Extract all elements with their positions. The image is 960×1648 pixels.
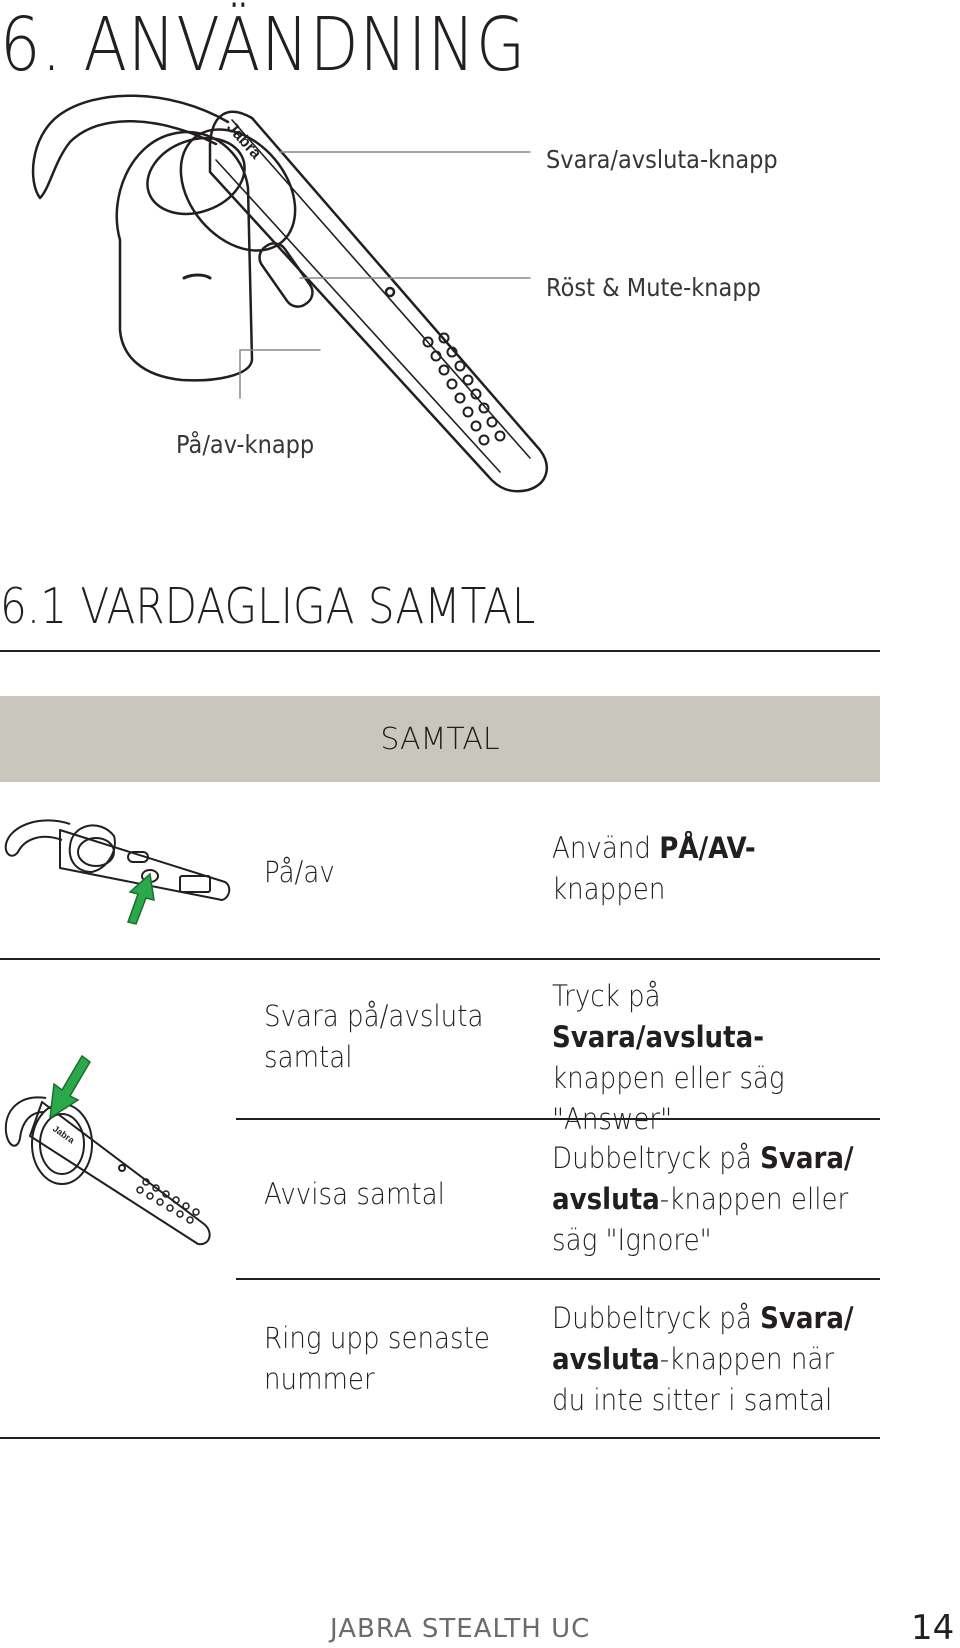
table-row-action: På/av [264, 855, 335, 889]
table-row-instruction: Dubbeltryck på Svara/ avsluta-knappen när du inte sitter i samtal [552, 1301, 854, 1417]
page-number: 14 [911, 1608, 955, 1648]
table-row-action: Avvisa samtal [264, 1177, 445, 1211]
table-row-instruction: Dubbeltryck på Svara/ avsluta-knappen eller säg "Ignore" [552, 1141, 854, 1257]
answer-button-illustration [0, 1052, 230, 1292]
callout-answer-end-button: Svara/avsluta-knapp [546, 145, 778, 174]
table-row-action: Svara på/avsluta samtal [264, 999, 484, 1074]
table-row-instruction: Använd PÅ/AV- knappen [552, 831, 756, 906]
page-title: 6. ANVÄNDNING [0, 2, 527, 88]
headset-diagram [0, 80, 960, 540]
footer-brand: JABRA STEALTH UC [330, 1614, 591, 1644]
brand-logo-text: Jabra [223, 119, 265, 163]
row-divider [236, 1278, 880, 1280]
row-divider [0, 958, 880, 960]
arrow-icon [50, 1056, 90, 1118]
section-rule [0, 650, 880, 652]
power-button-illustration [0, 810, 240, 930]
section-title: 6.1 VARDAGLIGA SAMTAL [0, 578, 536, 635]
table-bottom-rule [0, 1437, 880, 1439]
callout-voice-mute-button: Röst & Mute-knapp [546, 273, 761, 302]
table-header [0, 696, 880, 782]
brand-logo-small: Jabra [50, 1123, 77, 1146]
callout-power-button: På/av-knapp [176, 430, 315, 459]
table-header-label: SAMTAL [380, 722, 500, 757]
table-row-action: Ring upp senaste nummer [264, 1321, 490, 1396]
table-row-instruction: Tryck på Svara/avsluta- knappen eller säg "Answer" [552, 979, 785, 1136]
